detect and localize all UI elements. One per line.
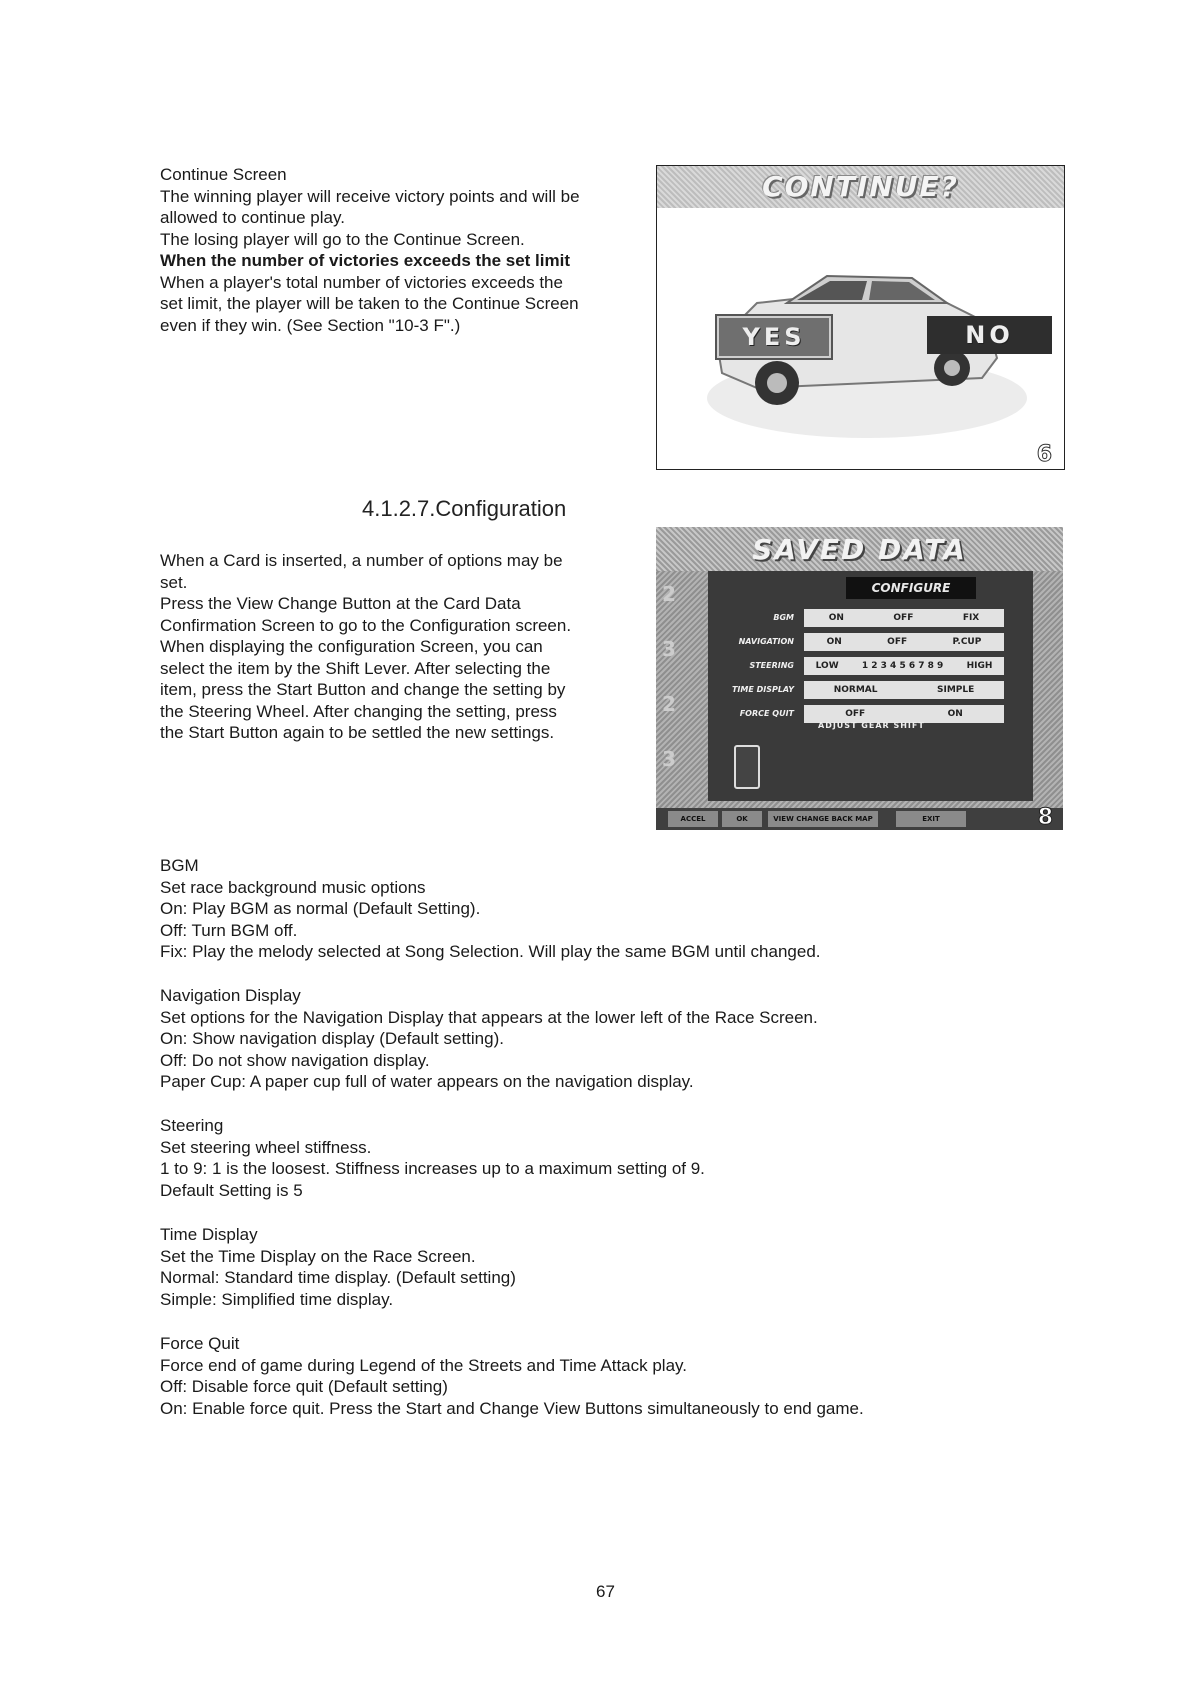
paragraph-line: When a player's total number of victories exceeds the	[160, 272, 563, 292]
config-value: P.CUP	[952, 637, 982, 647]
option-line: Normal: Standard time display. (Default setting)	[160, 1268, 516, 1287]
option-line: On: Show navigation display (Default setting).	[160, 1029, 504, 1048]
config-value: OFF	[893, 613, 914, 623]
saved-data-title: SAVED DATA	[752, 533, 967, 566]
side-digit: 2	[662, 692, 676, 716]
memory-card-icon	[734, 745, 760, 789]
paragraph-line: allowed to continue play.	[160, 208, 345, 227]
force-quit-option-description	[160, 1333, 1040, 1419]
paragraph-line: When displaying the configuration Screen, you can	[160, 637, 543, 656]
option-title: Time Display	[160, 1225, 258, 1244]
option-line: Simple: Simplified time display.	[160, 1289, 394, 1309]
side-digit: 3	[662, 747, 676, 771]
config-label: STEERING	[749, 661, 794, 670]
countdown-digit: 6	[1036, 442, 1052, 467]
config-row-steering	[708, 655, 1033, 677]
paragraph-line: select the item by the Shift Lever. After selecting the	[160, 658, 551, 678]
config-value: ON	[826, 637, 842, 647]
option-line: Set steering wheel stiffness.	[160, 1137, 372, 1157]
option-line: On: Play BGM as normal (Default Setting).	[160, 899, 481, 918]
option-title: Force Quit	[160, 1334, 240, 1353]
config-value: ON	[947, 709, 963, 719]
config-values	[804, 657, 1004, 675]
option-title: BGM	[160, 856, 199, 875]
config-row-navigation	[708, 631, 1033, 653]
config-row-bgm	[708, 607, 1033, 629]
paragraph-line: The winning player will receive victory points and will be	[160, 186, 580, 206]
option-line: Default Setting is 5	[160, 1180, 303, 1200]
yes-option: YES	[717, 316, 831, 358]
accel-button-hint: ACCEL	[668, 811, 718, 827]
configure-tab: CONFIGURE	[846, 577, 976, 599]
paragraph-line: Press the View Change Button at the Card Data	[160, 594, 521, 613]
bgm-option-description	[160, 855, 1040, 963]
adjust-gear-shift-label: ADJUST GEAR SHIFT	[818, 721, 925, 730]
button-guide-bar	[656, 808, 1063, 830]
continue-banner	[657, 166, 1064, 208]
continue-screen-screenshot	[656, 165, 1065, 470]
victory-limit-subheading: When the number of victories exceeds the set limit	[160, 251, 570, 270]
time-display-option-description	[160, 1224, 1040, 1310]
saved-data-banner	[656, 527, 1063, 571]
no-option: NO	[927, 316, 1052, 354]
config-label: FORCE QUIT	[739, 709, 794, 718]
ok-button-hint: OK	[722, 811, 762, 827]
config-value: OFF	[887, 637, 908, 647]
config-values	[804, 633, 1004, 651]
option-line: Off: Disable force quit (Default setting)	[160, 1377, 448, 1396]
continue-screen-description	[160, 164, 630, 336]
section-heading: 4.1.2.7.Configuration	[362, 496, 567, 521]
steering-option-description	[160, 1115, 1040, 1201]
config-label: TIME DISPLAY	[731, 685, 794, 694]
option-line: Paper Cup: A paper cup full of water appears on the navigation display.	[160, 1072, 694, 1091]
side-digit: 3	[662, 637, 676, 661]
config-values	[804, 681, 1004, 699]
countdown-digit: 8	[1037, 805, 1053, 830]
option-line: On: Enable force quit. Press the Start and Change View Buttons simultaneously to end game.	[160, 1398, 864, 1418]
option-line: 1 to 9: 1 is the loosest. Stiffness increases up to a maximum setting of 9.	[160, 1159, 705, 1178]
paragraph-line: set limit, the player will be taken to the Continue Screen	[160, 294, 579, 313]
option-line: Set the Time Display on the Race Screen.	[160, 1246, 476, 1266]
navigation-option-description	[160, 985, 1040, 1093]
continue-heading: Continue Screen	[160, 165, 287, 184]
config-label: NAVIGATION	[738, 637, 794, 646]
config-value: LOW	[815, 661, 839, 671]
paragraph-line: the Steering Wheel. After changing the setting, press	[160, 701, 557, 721]
config-value: NORMAL	[833, 685, 878, 695]
option-line: Set race background music options	[160, 877, 426, 897]
option-line: Fix: Play the melody selected at Song Selection. Will play the same BGM until changed.	[160, 942, 821, 961]
view-change-button-hint: VIEW CHANGE BACK MAP	[768, 811, 878, 827]
continue-title: CONTINUE?	[762, 170, 959, 203]
config-values	[804, 609, 1004, 627]
paragraph-line: item, press the Start Button and change the setting by	[160, 680, 566, 699]
option-line: Force end of game during Legend of the Streets and Time Attack play.	[160, 1355, 687, 1375]
paragraph-line: even if they win. (See Section "10-3 F".)	[160, 315, 461, 335]
config-row-time-display	[708, 679, 1033, 701]
page-number: 67	[596, 1582, 615, 1601]
config-value: FIX	[962, 613, 980, 623]
configuration-description	[160, 550, 630, 744]
config-label: BGM	[773, 613, 794, 622]
config-value: OFF	[845, 709, 866, 719]
saved-data-screenshot	[656, 527, 1063, 830]
option-line: Off: Turn BGM off.	[160, 920, 298, 940]
paragraph-line: Confirmation Screen to go to the Configuration screen.	[160, 615, 572, 635]
paragraph-line: The losing player will go to the Continue Screen.	[160, 229, 525, 249]
option-title: Navigation Display	[160, 986, 301, 1005]
config-value: ON	[828, 613, 844, 623]
paragraph-line: the Start Button again to be settled the new settings.	[160, 723, 555, 742]
paragraph-line: When a Card is inserted, a number of options may be	[160, 551, 563, 570]
config-value: 1 2 3 4 5 6 7 8 9	[861, 661, 944, 671]
option-line: Set options for the Navigation Display that appears at the lower left of the Race Screen.	[160, 1007, 818, 1027]
config-value: SIMPLE	[936, 685, 975, 695]
paragraph-line: set.	[160, 572, 188, 592]
side-digit: 2	[662, 582, 676, 606]
exit-button-hint: EXIT	[896, 811, 966, 827]
option-line: Off: Do not show navigation display.	[160, 1050, 430, 1070]
config-value: HIGH	[966, 661, 993, 671]
option-title: Steering	[160, 1116, 224, 1135]
